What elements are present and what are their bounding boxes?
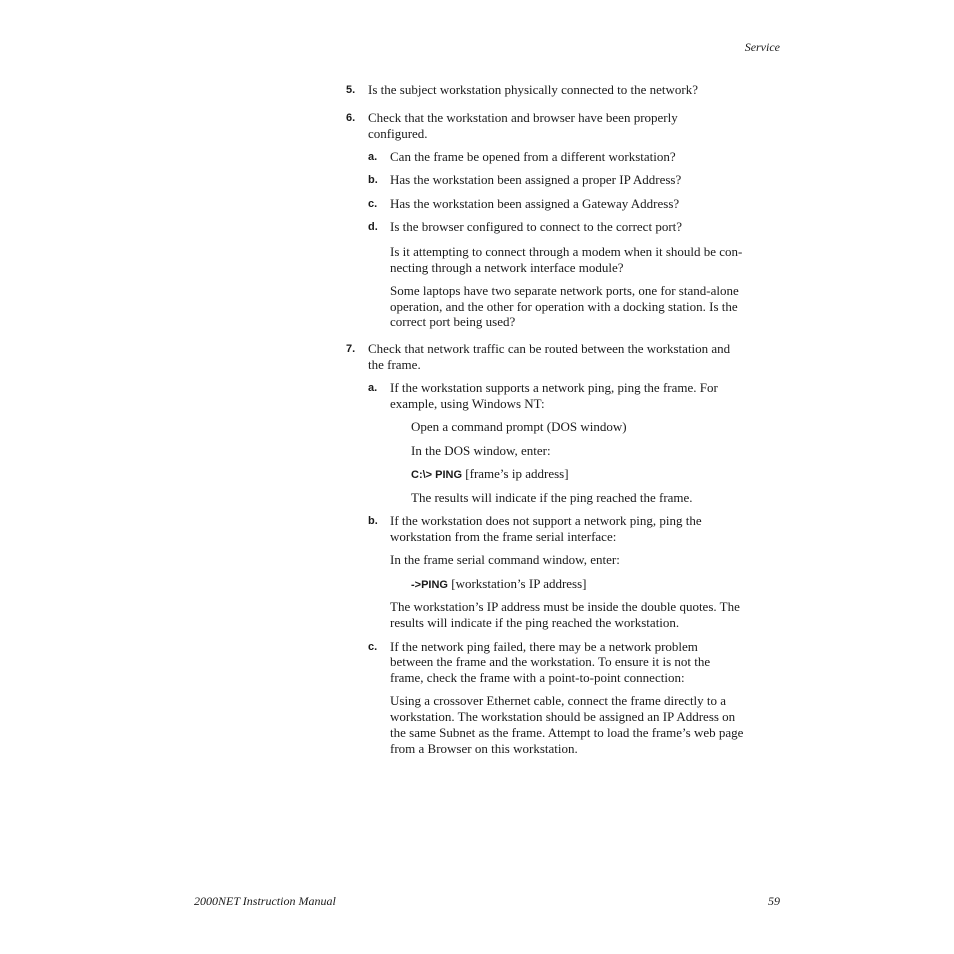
command-keyword: ->PING [411, 579, 448, 591]
command-keyword: C:\> PING [411, 469, 463, 481]
substep-label: b. [368, 174, 378, 186]
step-number: 5. [346, 84, 356, 96]
substep-text: example, using Windows NT: [390, 396, 545, 411]
substep-text: workstation from the frame serial interface: [390, 529, 617, 544]
substep-text: Has the workstation been assigned a proper IP Address? [390, 172, 682, 187]
step-text: configured. [368, 126, 428, 141]
footer-manual-title: 2000NET Instruction Manual [194, 894, 336, 908]
step-text: Check that network traffic can be routed between the workstation and [368, 341, 731, 356]
paragraph-line: Is it attempting to connect through a modem when it should be con- [390, 244, 743, 259]
substep-text: Can the frame be opened from a different workstation? [390, 149, 676, 164]
substep-label: d. [368, 221, 378, 233]
paragraph-line: results will indicate if the ping reached the workstation. [390, 615, 680, 630]
substep-text: Is the browser configured to connect to the correct port? [390, 219, 683, 234]
paragraph-line: necting through a network interface module? [390, 260, 624, 275]
paragraph-line: Some laptops have two separate network ports, one for stand-alone [390, 283, 739, 298]
substep-label: b. [368, 515, 378, 527]
substep-text: If the workstation does not support a network ping, ping the [390, 513, 702, 528]
page-number: 59 [768, 894, 780, 908]
instruction-line: Open a command prompt (DOS window) [411, 419, 627, 434]
command-line [411, 576, 782, 593]
command-argument: [frame’s ip address] [462, 466, 569, 481]
step-text: Is the subject workstation physically connected to the network? [368, 82, 698, 97]
substep-text: Has the workstation been assigned a Gateway Address? [390, 196, 680, 211]
substep-label: c. [368, 641, 378, 653]
paragraph-line: The workstation’s IP address must be inside the double quotes. The [390, 599, 740, 614]
substep-label: c. [368, 198, 378, 210]
instruction-line: The results will indicate if the ping reached the frame. [411, 490, 693, 505]
step-number: 6. [346, 112, 356, 124]
substep-text: If the workstation supports a network ping, ping the frame. For [390, 380, 718, 395]
paragraph-line: the same Subnet as the frame. Attempt to load the frame’s web page [390, 725, 744, 740]
step-number: 7. [346, 343, 356, 355]
paragraph-line: operation, and the other for operation with a docking station. Is the [390, 299, 738, 314]
substep-label: a. [368, 382, 378, 394]
command-argument: [workstation’s IP address] [447, 576, 587, 591]
command-line [411, 466, 782, 483]
running-header: Service [744, 40, 780, 54]
substep-label: a. [368, 151, 378, 163]
paragraph-line: correct port being used? [390, 314, 516, 329]
step-text: the frame. [368, 357, 421, 372]
instruction-line: In the DOS window, enter: [411, 443, 551, 458]
substep-text: between the frame and the workstation. To ensure it is not the [390, 654, 711, 669]
paragraph-line: workstation. The workstation should be assigned an IP Address on [390, 709, 736, 724]
paragraph-line: Using a crossover Ethernet cable, connect the frame directly to a [390, 693, 727, 708]
instruction-line: In the frame serial command window, enter: [390, 552, 620, 567]
substep-text: If the network ping failed, there may be a network problem [390, 639, 698, 654]
step-text: Check that the workstation and browser have been properly [368, 110, 678, 125]
substep-text: frame, check the frame with a point-to-point connection: [390, 670, 685, 685]
paragraph-line: from a Browser on this workstation. [390, 741, 578, 756]
